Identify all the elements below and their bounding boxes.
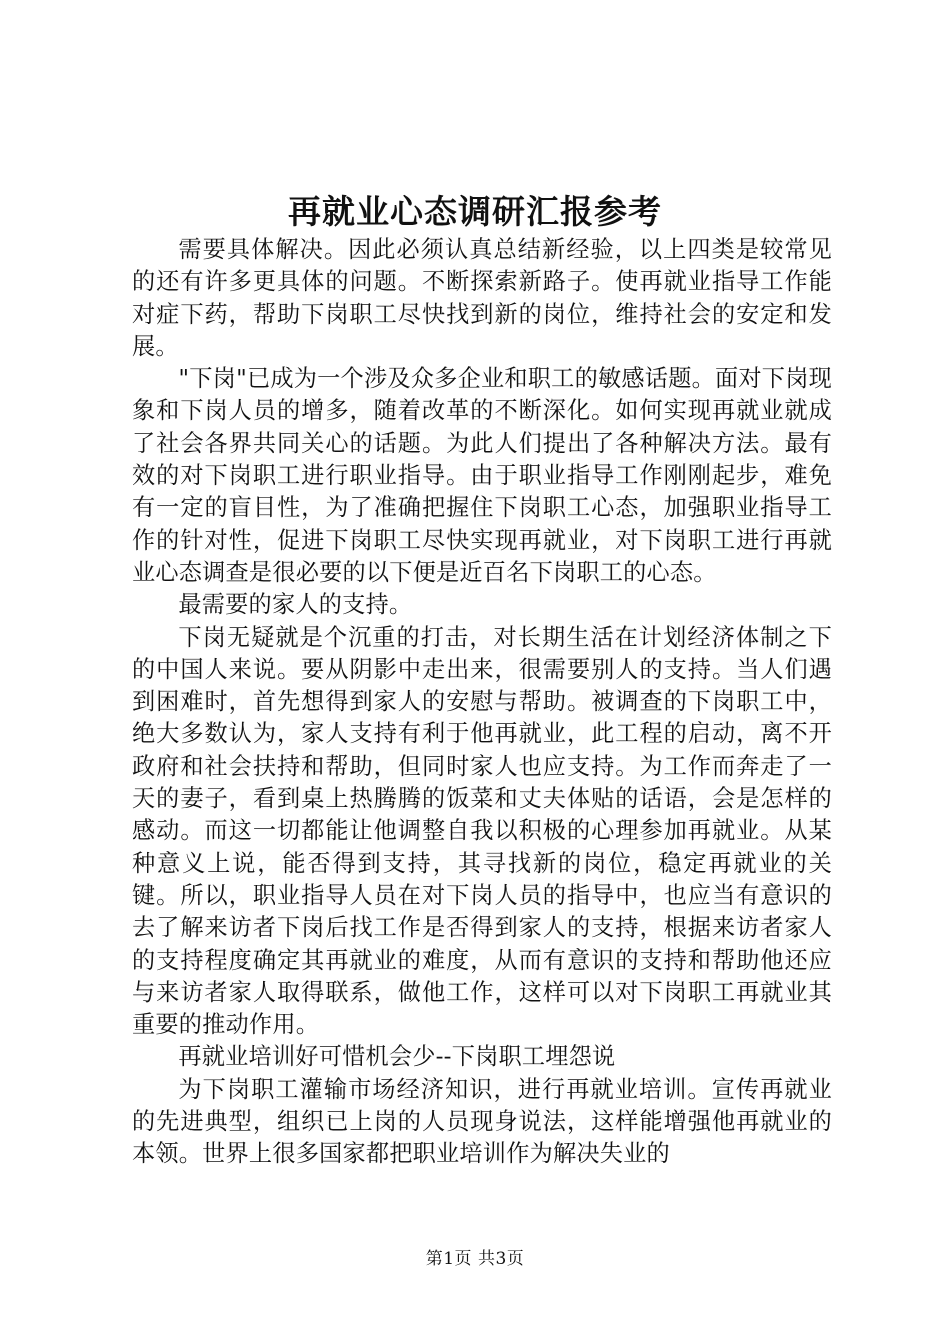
paragraph-4: 为下岗职工灌输市场经济知识，进行再就业培训。宣传再就业的先进典型，组织已上岗的人员现身说法，这样能增强他再就业的本领。世界上很多国家都把职业培训作为解决失业的 [132,1075,832,1168]
section-heading-training: 再就业培训好可惜机会少--下岗职工埋怨说 [178,1043,616,1071]
page-footer: 第1页 共3页 [425,1249,525,1269]
section-heading-family-support: 最需要的家人的支持。 [178,591,413,619]
document-title: 再就业心态调研汇报参考 [288,192,662,231]
document-body [132,234,832,1171]
paragraph-3: 下岗无疑就是个沉重的打击，对长期生活在计划经济体制之下的中国人来说。要从阴影中走出来，很需要别人的支持。当人们遇到困难时，首先想得到家人的安慰与帮助。被调查的下岗职工中，绝大多数认为，家人支持有利于他再就业，此工程的启动，离不开政府和社会扶持和帮助，但同时家人也应支持。为工作而奔走了一天的妻子，看到桌上热腾腾的饭菜和丈夫体贴的话语，会是怎样的感动。而这一切都能让他调整自我以积极的心理参加再就业。从某种意义上说，能否得到支持，其寻找新的岗位，稳定再就业的关键。所以，职业指导人员在对下岗人员的指导中，也应当有意识的去了解来访者下岗后找工作是否得到家人的支持，根据来访者家人的支持程度确定其再就业的难度，从而有意识的支持和帮助他还应与来访者家人取得联系，做他工作，这样可以对下岗职工再就业其重要的推动作用。 [132,623,832,1039]
paragraph-2: "下岗"已成为一个涉及众多企业和职工的敏感话题。面对下岗现象和下岗人员的增多，随着改革的不断深化。如何实现再就业就成了社会各界共同关心的话题。为此人们提出了各种解决方法。最有效的对下岗职工进行职业指导。由于职业指导工作刚刚起步，难免有一定的盲目性，为了准确把握住下岗职工心态，加强职业指导工作的针对性，促进下岗职工尽快实现再就业，对下岗职工进行再就业心态调查是很必要的以下便是近百名下岗职工的心态。 [132,365,832,586]
paragraph-1: 需要具体解决。因此必须认真总结新经验，以上四类是较常见的还有许多更具体的问题。不断探索新路子。使再就业指导工作能对症下药，帮助下岗职工尽快找到新的岗位，维持社会的安定和发展。 [132,236,832,360]
